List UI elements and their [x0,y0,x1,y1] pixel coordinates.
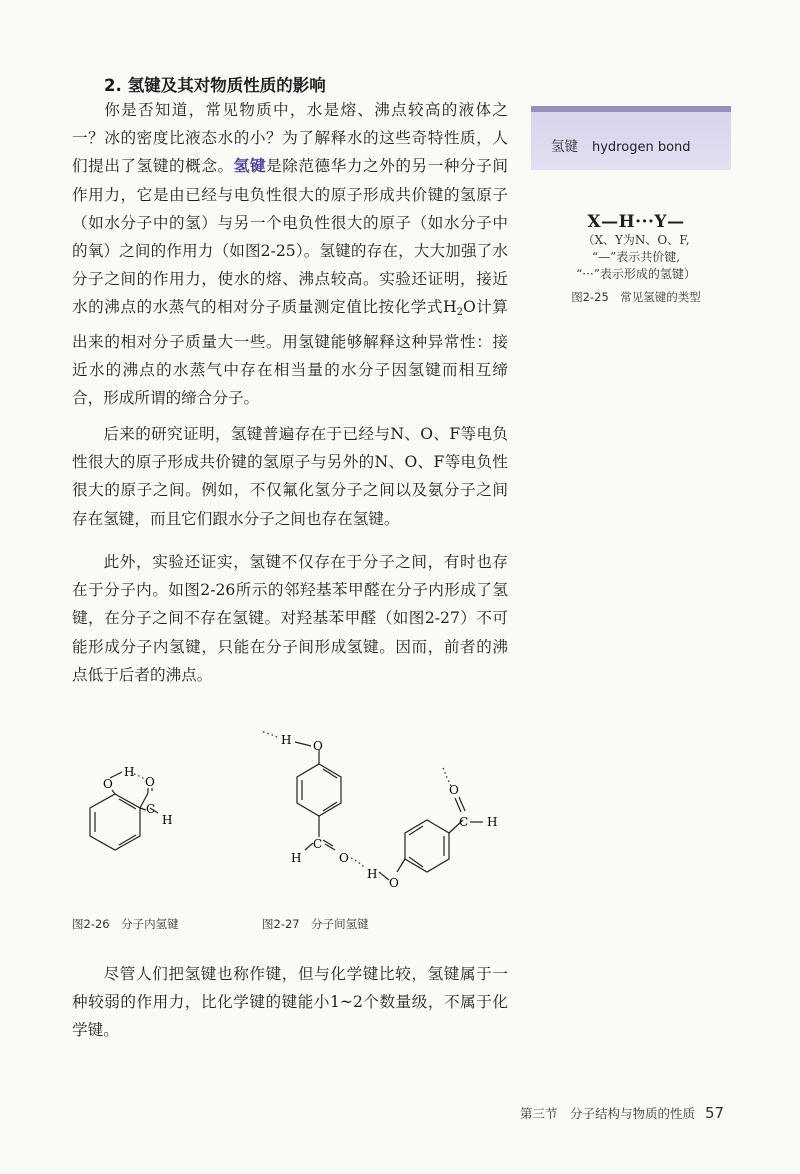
figure-2-27-caption: 图2-27 分子间氢键 [262,917,369,931]
paragraph2-text: 后来的研究证明，氢键普遍存在于已经与N、O、F等电负性很大的原子形成共价键的氢原子与另外的N、O、F等电负性很大的原子之间。例如，不仅氟化氢分子之间以及氨分子之间存在氢键，而且它们跟水分子之间也存在氢键。 [72,425,508,528]
atom-C-right-aldehyde: C [459,815,469,829]
atom-H-right-aldehyde: H [487,815,498,829]
section-number: 2. [104,76,122,95]
atom-H-right-hydroxyl: H [367,867,378,881]
atom-O-left-hydroxyl: O [313,739,323,753]
paragraph1-text-a: 你是否知道，常见物质中，水是熔、沸点较高的液体之一？冰的密度比液态水的小？为了解释水的这些奇特性质，人们提出了氢键的概念。 [72,101,508,176]
atom-O-hydroxyl: O [103,777,113,791]
atom-H-left-hydroxyl: H [281,733,292,747]
subscript-2: 2 [456,307,463,319]
sidebar-term-en: hydrogen bond [592,140,691,155]
figure-2-26-structure [70,760,200,870]
paragraph-bond-strength [72,960,508,1045]
figure-2-25-caption: 图2-25 常见氢键的类型 [571,290,701,304]
footer-section-title: 第三节 分子结构与物质的性质 [520,1106,696,1121]
figure-2-25 [536,212,736,306]
sidebar-term-zh: 氢键 [551,139,578,155]
atom-C-aldehyde: C [146,802,156,816]
paragraph-intramolecular [72,548,508,689]
paragraph-hydrogen-bond-intro [72,96,508,412]
paragraph1-text-c: O计算出来的相对分子质量大一些。用氢键能够解释这种异常性：接近水的沸点的水蒸气中存在相当量的水分子因氢键而相互缔合，形成所谓的缔合分子。 [72,298,508,408]
hydrogen-bond-formula: X—H···Y— [587,212,685,232]
sidebar-term-box [531,106,731,170]
paragraph3-text: 此外，实验还证实，氢键不仅存在于分子之间，有时也存在于分子内。如图2-26所示的邻羟基苯甲醛在分子内形成了氢键，在分子之间不存在氢键。对羟基苯甲醛（如图2-27）不可能形成分子内氢键，只能在分子间形成氢键。因而，前者的沸点低于后者的沸点。 [72,553,508,684]
section-title: 氢键及其对物质性质的影响 [127,76,326,95]
figure-2-27-structure [255,722,515,892]
atom-H-hydroxyl: H [124,765,135,779]
paragraph4-text: 尽管人们把氢键也称作键，但与化学键比较，氢键属于一种较弱的作用力，比化学键的键能小1~2个数量级，不属于化学键。 [72,965,508,1040]
formula-note-3: “···”表示形成的氢键） [576,267,696,281]
term-hydrogen-bond: 氢键 [233,156,267,176]
atom-O-left-carbonyl: O [339,851,349,865]
paragraph1-text-b: 是除范德华力之外的另一种分子间作用力，它是由已经与电负性很大的原子形成共价键的氢原子（如水分子中的氢）与另一个电负性很大的原子（如水分子中的氧）之间的作用力（如图2-25）。氢键的存在，大大加强了水分子之间的作用力，使水的熔、沸点较高。实验还证明，接近水的沸点的水蒸气的相对分子质量测定值比按化学式H [72,157,508,317]
atom-O-carbonyl: O [145,775,155,789]
atom-O-right-carbonyl: O [449,783,459,797]
page-footer [520,1104,724,1122]
atom-C-left-aldehyde: C [313,837,323,851]
paragraph-hydrogen-bond-occurrence [72,420,508,533]
atom-H-left-aldehyde: H [291,851,302,865]
figure-2-26-caption: 图2-26 分子内氢键 [72,917,179,931]
formula-note-1: （X、Y为N、O、F, [582,233,690,247]
atom-H-aldehyde: H [162,813,173,827]
section-heading [104,72,326,96]
atom-O-right-hydroxyl: O [389,876,399,890]
benzene-ring [90,794,140,850]
formula-note-2: “—”表示共价键, [591,250,681,264]
page-number: 57 [705,1104,725,1122]
